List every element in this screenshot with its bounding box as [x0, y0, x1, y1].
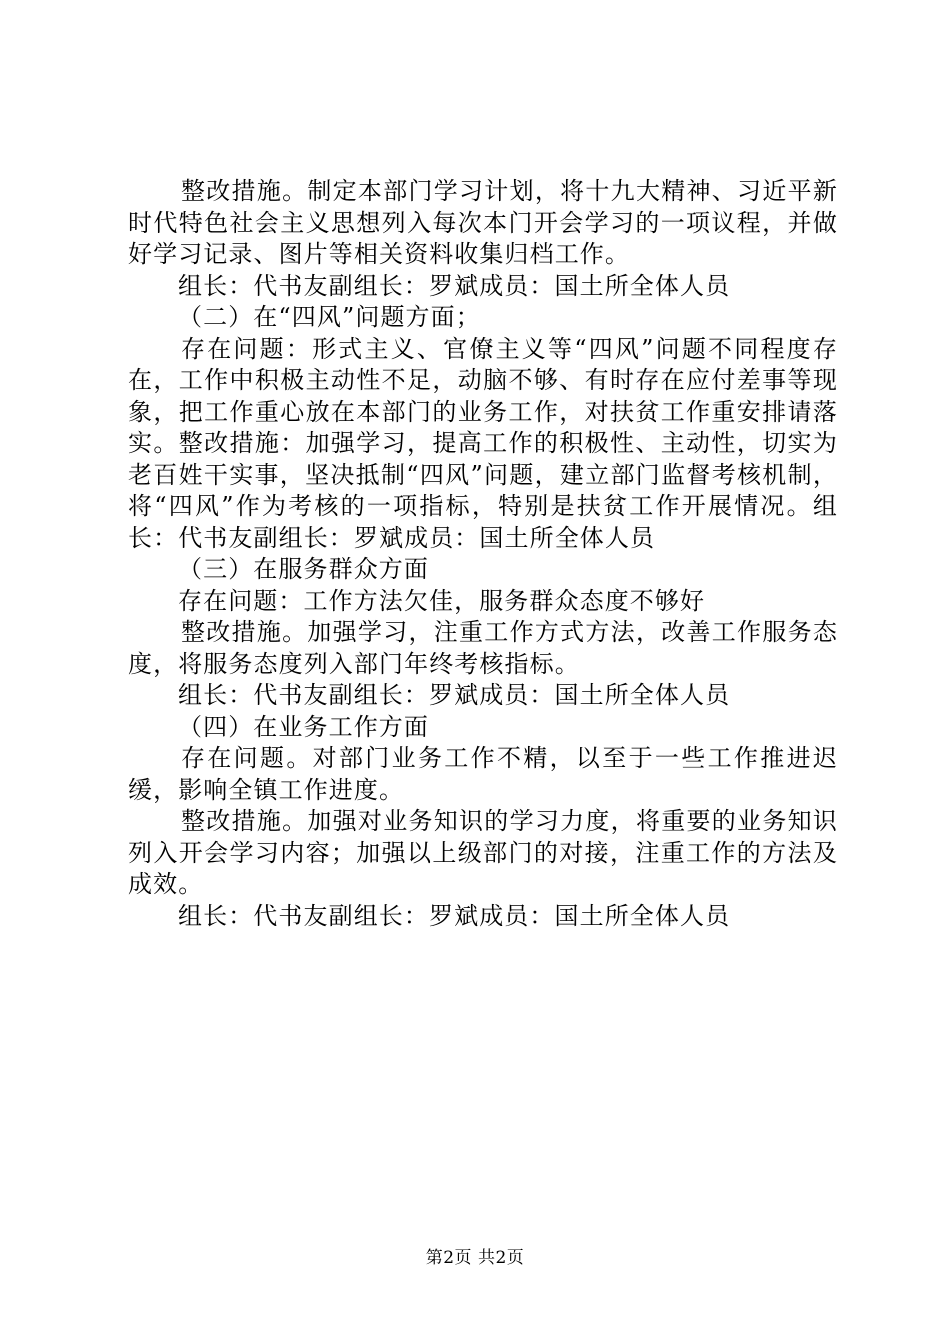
paragraph-serving-public-measures: 整改措施。加强学习，注重工作方式方法，改善工作服务态度，将服务态度列入部门年终考核指标。 [128, 618, 838, 678]
paragraph-business-work-problem: 存在问题。对部门业务工作不精，以至于一些工作推进迟缓，影响全镇工作进度。 [128, 744, 838, 804]
document-body [128, 176, 838, 932]
paragraph-rectification-study-plan: 整改措施。制定本部门学习计划，将十九大精神、习近平新时代特色社会主义思想列入每次本门开会学习的一项议程，并做好学习记录、图片等相关资料收集归档工作。 [128, 177, 838, 268]
section-heading-four-winds: （二）在“四风”问题方面； [178, 303, 481, 331]
section-heading-serving-public: （三）在服务群众方面 [178, 555, 429, 583]
section-heading-business-work: （四）在业务工作方面 [178, 712, 429, 741]
paragraph-group-members-1: 组长：代书友副组长：罗斌成员：国土所全体人员 [178, 271, 731, 300]
paragraph-group-members-2: 组长：代书友副组长：罗斌成员：国土所全体人员 [178, 681, 731, 709]
page-footer: 第2页 共2页 [425, 1248, 525, 1268]
paragraph-group-members-3: 组长：代书友副组长：罗斌成员：国土所全体人员 [178, 901, 731, 930]
paragraph-four-winds-problems: 存在问题：形式主义、官僚主义等“四风”问题不同程度存在，工作中积极主动性不足，动脑不够、有时存在应付差事等现象，把工作重心放在本部门的业务工作，对扶贫工作重安排请落实。整改措施：加强学习，提高工作的积极性、主动性，切实为老百姓干实事，坚决抵制“四风”问题，建立部门监督考核机制，将“四风”作为考核的一项指标，特别是扶贫工作开展情况。组长：代书友副组长：罗斌成员：国土所全体人员 [128, 334, 838, 552]
paragraph-business-work-measures: 整改措施。加强对业务知识的学习力度，将重要的业务知识列入开会学习内容；加强以上级部门的对接，注重工作的方法及成效。 [128, 807, 838, 898]
paragraph-serving-public-problem: 存在问题：工作方法欠佳，服务群众态度不够好 [178, 586, 706, 615]
